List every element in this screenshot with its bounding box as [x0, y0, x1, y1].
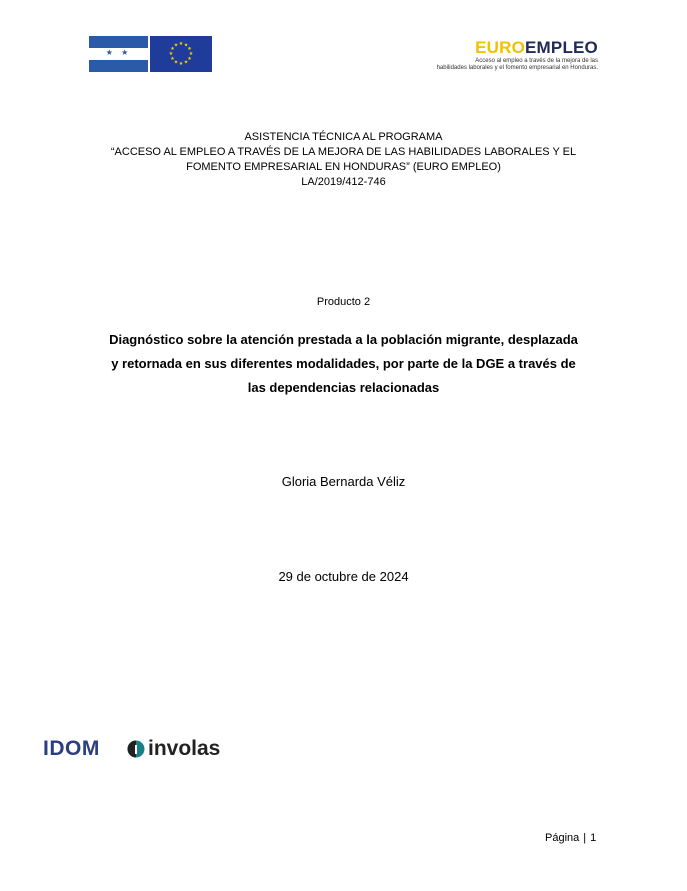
svg-text:★: ★	[168, 51, 174, 57]
honduras-flag-icon: ★ ★	[89, 36, 148, 72]
svg-text:★: ★	[170, 56, 175, 62]
document-date: 29 de octubre de 2024	[278, 569, 409, 584]
eu-flag-icon	[150, 36, 212, 72]
program-title-line-2: “ACCESO AL EMPLEO A TRAVÉS DE LA MEJORA DE LAS HABILIDADES LABORALES Y EL	[110, 146, 577, 158]
svg-text:★: ★	[178, 41, 184, 47]
diagnostic-title	[90, 328, 597, 400]
program-title-line-3: FOMENTO EMPRESARIAL EN HONDURAS” (EURO EMPLEO)	[186, 161, 501, 173]
page-label: Página	[545, 832, 580, 844]
svg-text:★: ★	[183, 59, 189, 66]
euroempleo-logo	[398, 38, 598, 72]
svg-text:★: ★	[187, 56, 192, 62]
involas-mark-icon	[127, 740, 145, 758]
program-code: LA/2019/412-746	[301, 176, 386, 188]
svg-text:★: ★	[173, 42, 179, 49]
svg-text:★: ★	[183, 42, 189, 49]
svg-text:★: ★	[188, 51, 194, 57]
page-number-value: 1	[590, 832, 597, 844]
page-separator: |	[583, 832, 587, 844]
diagnostic-title-line-3: las dependencias relacionadas	[247, 380, 440, 395]
svg-text:★: ★	[170, 46, 175, 52]
page-number	[545, 832, 596, 844]
svg-text:★: ★	[187, 46, 192, 52]
diagnostic-title-line-2: y retornada en sus diferentes modalidades, por parte de la DGE a través de	[111, 356, 576, 371]
logo-euro-text: EURO	[475, 38, 525, 57]
program-title	[60, 130, 627, 190]
idom-logo: IDOM	[43, 737, 100, 760]
diagnostic-title-line-1: Diagnóstico sobre la atención prestada a la población migrante, desplazada	[109, 332, 578, 347]
author-name: Gloria Bernarda Véliz	[281, 474, 406, 489]
logo-tagline: Acceso al empleo a través de la mejora de las habilidades laborales y el fomento empresarial en Honduras.	[436, 58, 598, 71]
product-label: Producto 2	[316, 296, 371, 308]
logo-empleo-text: EMPLEO	[525, 38, 598, 57]
involas-wordmark: involas	[148, 737, 221, 760]
svg-text:★: ★	[173, 59, 179, 66]
program-title-line-1: ASISTENCIA TÉCNICA AL PROGRAMA	[244, 131, 443, 143]
svg-text:★: ★	[178, 61, 184, 67]
involas-logo	[127, 737, 220, 761]
